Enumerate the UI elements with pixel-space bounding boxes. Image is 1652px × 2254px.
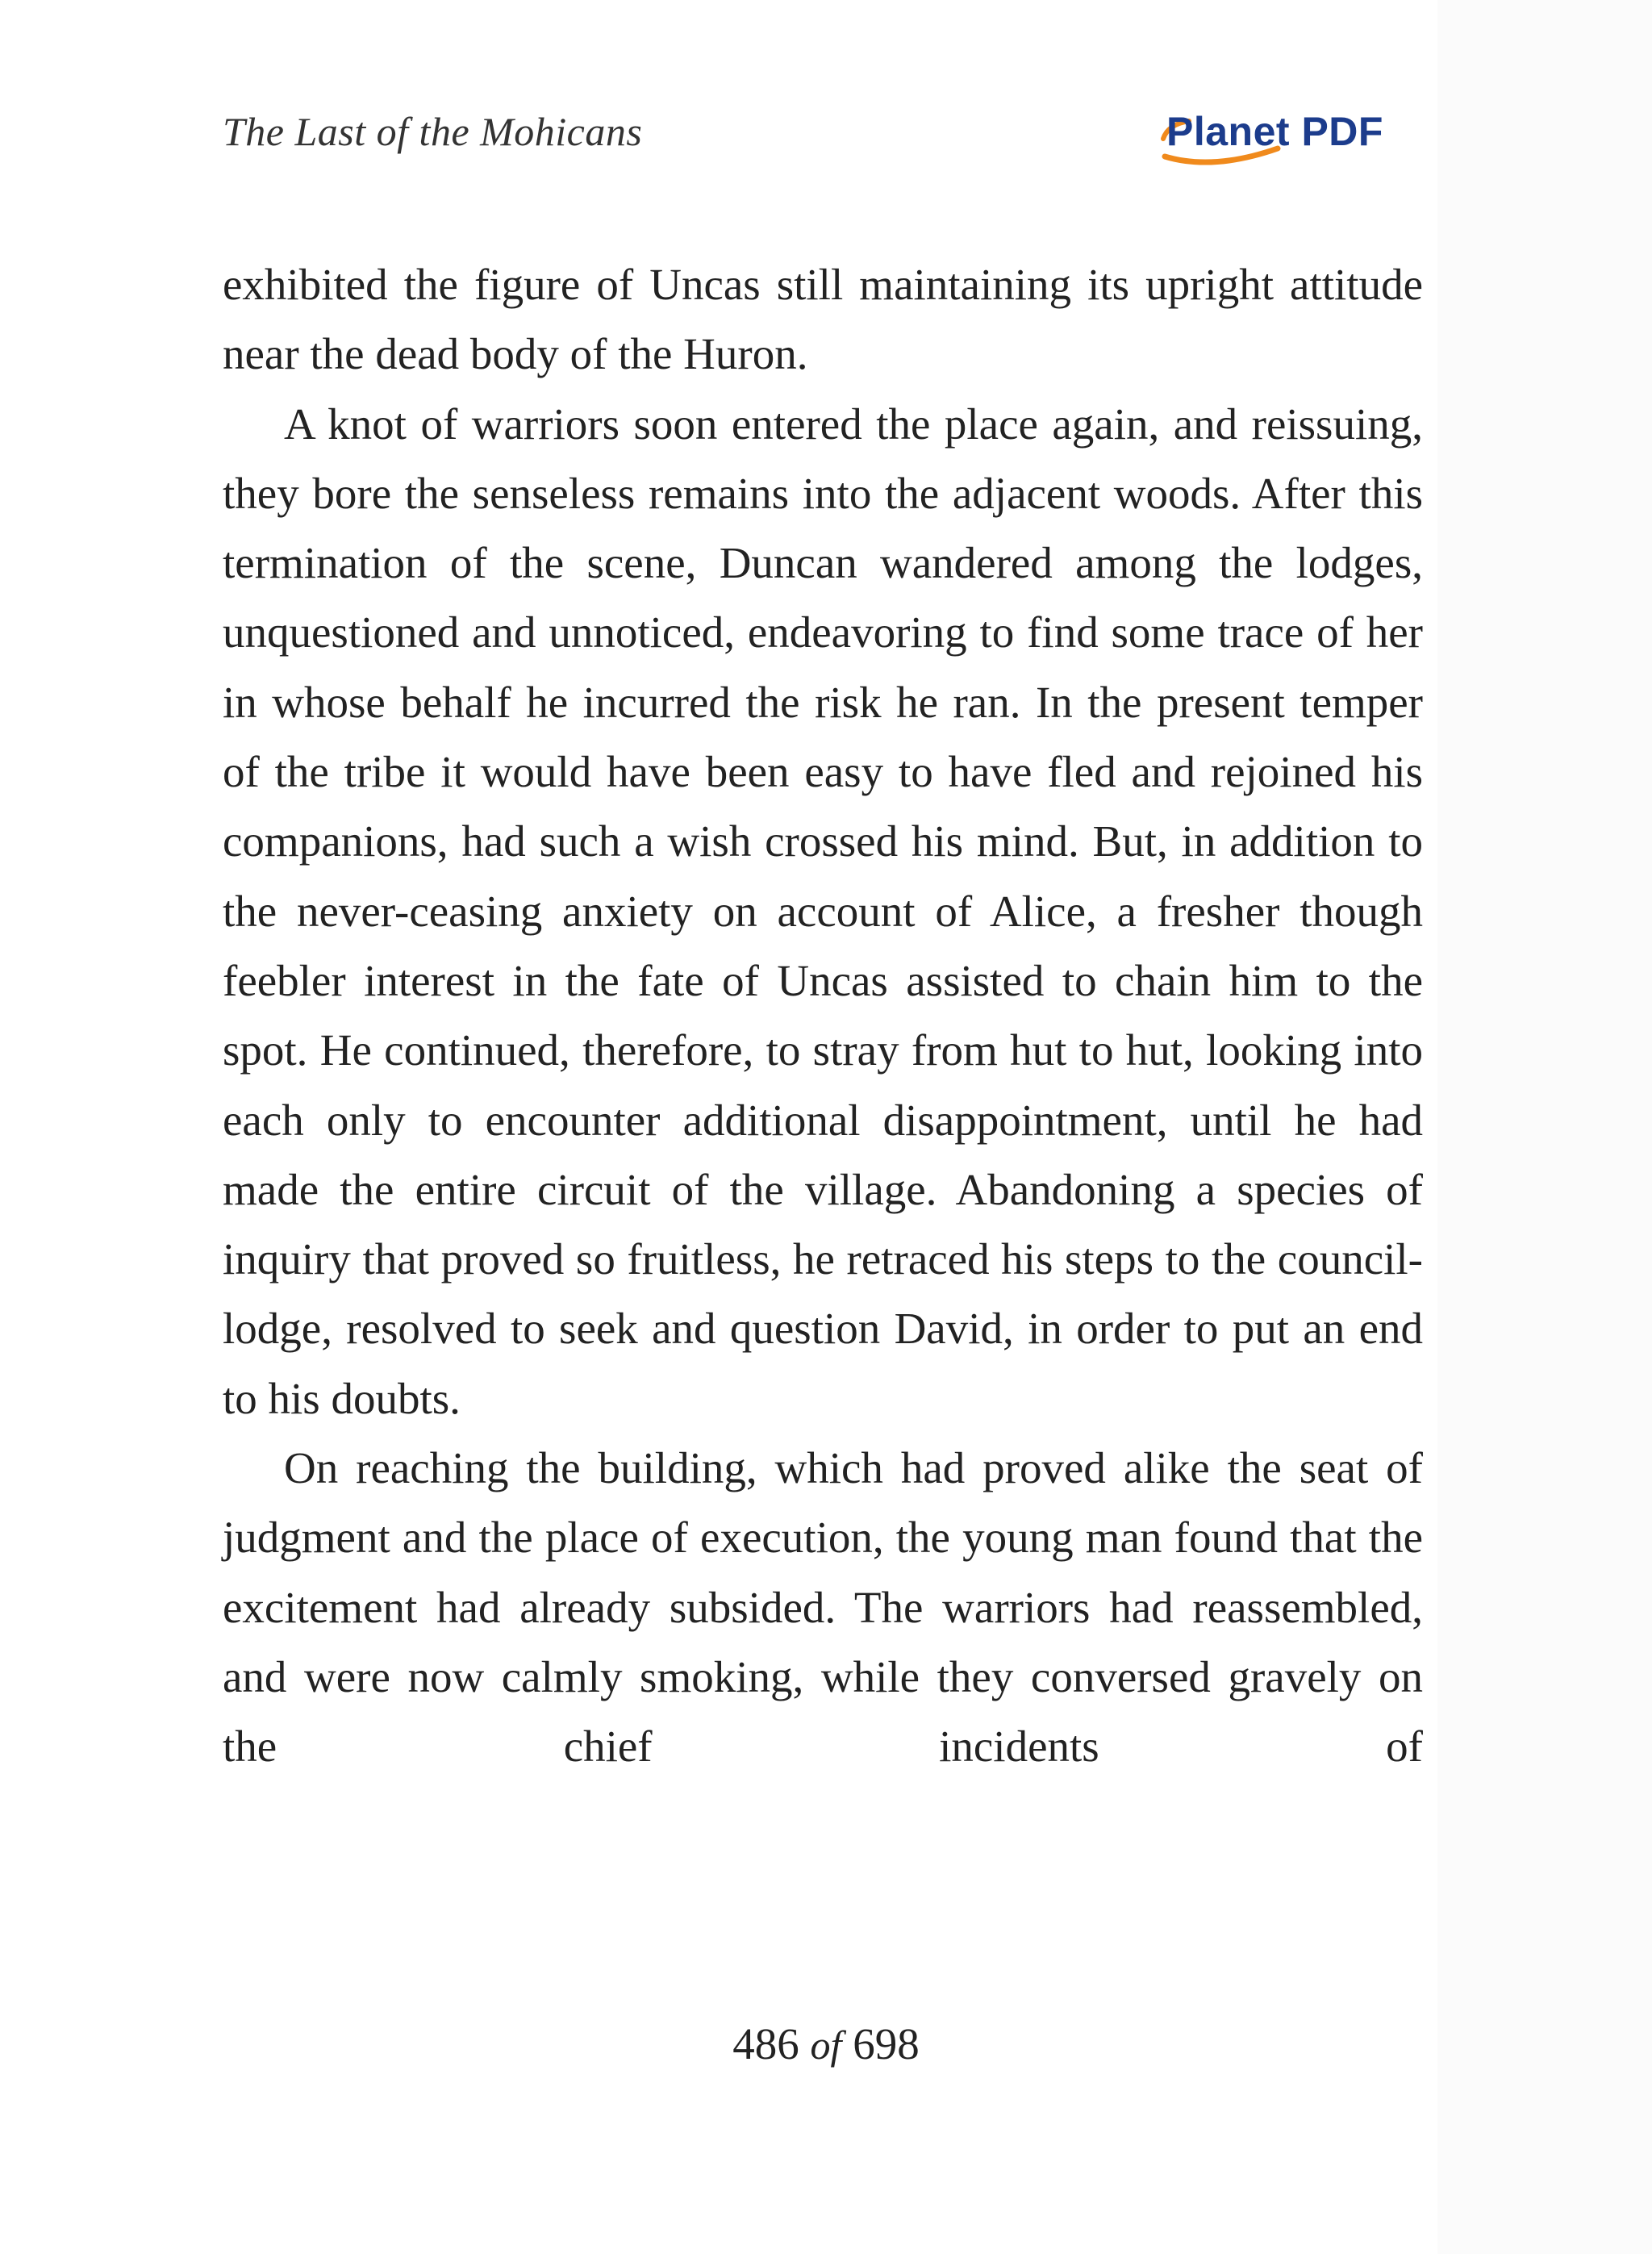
page-total: 698: [853, 2019, 920, 2068]
page-header: [223, 106, 1423, 171]
page-margin-shade: [1437, 0, 1652, 2254]
paragraph-open: On reaching the building, which had proved alike the seat of judgment and the place of execution, the young man found that the excitement had already subsided. The warriors had reassembled, and were now calmly smoking, while they conversed gravely on the chief incidents of: [223, 1443, 1423, 1772]
page-of: of: [810, 2022, 842, 2068]
page-current: 486: [732, 2019, 799, 2068]
logo-text: Planet PDF: [1166, 109, 1383, 154]
paragraph-continuation: exhibited the figure of Uncas still maintaining its upright attitude near the dead body of the Huron.: [223, 260, 1423, 379]
paragraph: A knot of warriors soon entered the place again, and reissuing, they bore the senseless remains into the adjacent woods. After this termination of the scene, Duncan wandered among the lodges, unquestioned and unnoticed, endeavoring to find some trace of her in whose behalf he incurred the risk he ran. In the present temper of the tribe it would have been easy to have fled and rejoined his companions, had such a wish crossed his mind. But, in addition to the never-ceasing anxiety on account of Alice, a fresher though feebler interest in the fate of Uncas assisted to chain him to the spot. He continued, therefore, to stray from hut to hut, looking into each only to encounter additional disappointment, until he had made the entire circuit of the village. Abandoning a species of inquiry that proved so fruitless, he retraced his steps to the council-lodge, resolved to seek and question David, in order to put an end to his doubts.: [223, 399, 1423, 1423]
planet-pdf-logo[interactable]: [1157, 106, 1423, 168]
page-body: [223, 250, 1423, 1782]
page-number: [0, 2018, 1652, 2069]
book-title: The Last of the Mohicans: [223, 109, 643, 154]
